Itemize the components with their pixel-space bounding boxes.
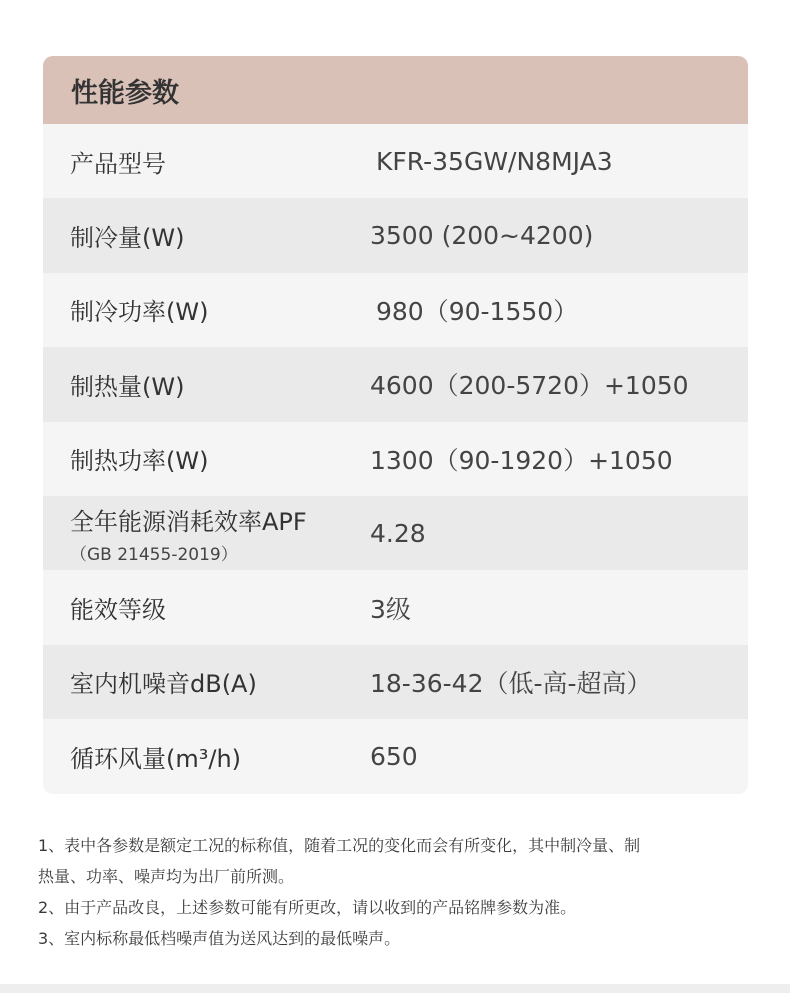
spec-value: 3500 (200~4200) [370,221,594,251]
spec-table-header [43,56,748,124]
spec-value: KFR-35GW/N8MJA3 [376,146,613,176]
spec-row-indoor-noise [43,645,748,719]
spec-label-cell [43,218,370,253]
spec-row-cooling-power [43,273,748,347]
footnote-line: 1、表中各参数是额定工况的标称值，随着工况的变化而会有所变化，其中制冷量、制 [38,836,641,855]
spec-label: 能效等级 [70,596,166,625]
spec-row-apf [43,496,748,570]
spec-label-cell [43,367,370,402]
spec-label-cell [43,664,370,699]
spec-table [43,56,748,794]
footnote-line: 热量、功率、噪声均为出厂前所测。 [38,867,295,886]
spec-label: 产品型号 [70,149,166,178]
spec-label-cell [43,590,370,625]
spec-value: 18-36-42（低-高-超高） [370,668,652,698]
spec-label: 室内机噪音dB(A) [70,670,257,699]
spec-label-cell [43,739,370,774]
spec-value: 3级 [370,594,411,624]
spec-label-cell [43,292,370,327]
spec-row-heating-capacity [43,347,748,421]
footnotes [38,830,750,954]
spec-label-cell [43,441,370,476]
spec-value: 650 [370,742,418,772]
spec-row-airflow [43,719,748,794]
footnote-line: 3、室内标称最低档噪声值为送风达到的最低噪声。 [38,929,401,948]
spec-label: 制热功率(W) [70,447,209,476]
spec-value: 4600（200-5720）+1050 [370,371,689,401]
spec-value: 980（90-1550） [376,296,579,326]
spec-label-cell [43,144,370,179]
footnote-line: 2、由于产品改良，上述参数可能有所更改，请以收到的产品铭牌参数为准。 [38,898,577,917]
spec-sublabel: （GB 21455-2019） [70,544,238,565]
spec-label: 循环风量(m³/h) [70,745,242,774]
spec-label: 制冷功率(W) [70,298,209,327]
spec-label: 制热量(W) [70,372,185,401]
spec-label: 全年能源消耗效率APF [70,507,307,536]
spec-value: 4.28 [370,518,426,548]
spec-row-heating-power [43,422,748,496]
spec-row-model [43,124,748,198]
spec-label-cell [43,502,370,565]
spec-value: 1300（90-1920）+1050 [370,445,673,475]
spec-label: 制冷量(W) [70,224,185,253]
spec-row-cooling-capacity [43,198,748,272]
bottom-divider [0,984,790,993]
spec-table-title: 性能参数 [71,77,179,109]
spec-row-efficiency-grade [43,570,748,644]
